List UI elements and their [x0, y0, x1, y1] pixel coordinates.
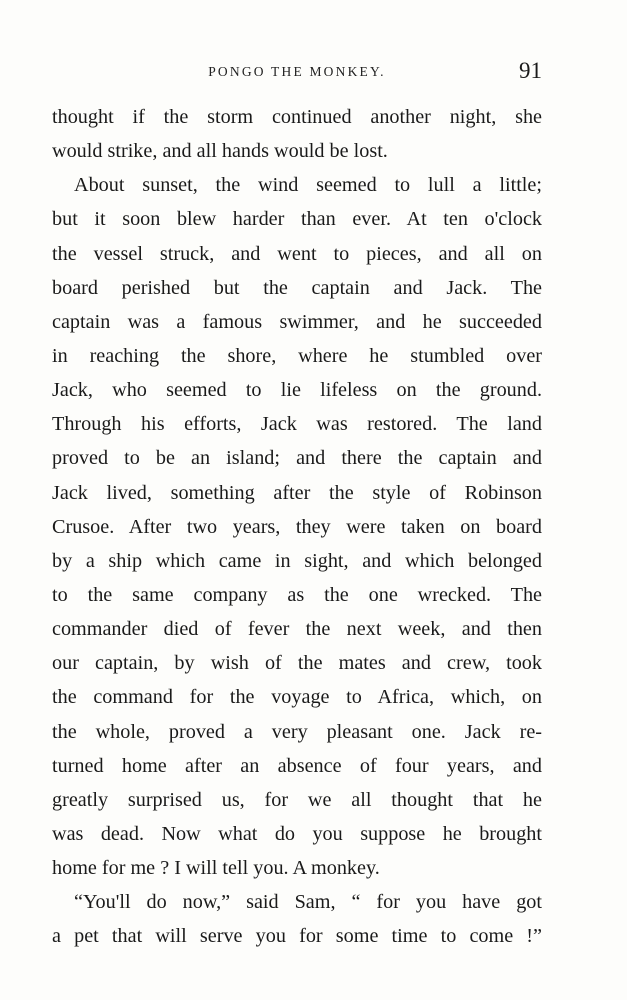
text-line: turned home after an absence of four years, and — [52, 754, 542, 777]
text-line: captain was a famous swimmer, and he succeeded — [52, 310, 542, 333]
text-line: the whole, proved a very pleasant one. Jack re- — [52, 720, 542, 743]
text-line: commander died of fever the next week, and then — [52, 618, 542, 641]
text-line: a pet that will serve you for some time to come !” — [52, 925, 542, 948]
text-line: thought if the storm continued another night, she — [52, 106, 542, 128]
text-line: but it soon blew harder than ever. At ten o'clock — [52, 208, 542, 231]
text-line: by a ship which came in sight, and which belonged — [52, 549, 542, 572]
running-title: PONGO THE MONKEY. — [208, 64, 386, 79]
text-line: the vessel struck, and went to pieces, and all on — [52, 242, 542, 265]
text-line: Jack lived, something after the style of Robinson — [52, 481, 542, 504]
text-line: “You'll do now,” said Sam, “ for you have got — [74, 891, 542, 914]
text-line: home for me ? I will tell you. A monkey. — [52, 857, 380, 880]
text-line: in reaching the shore, where he stumbled over — [52, 344, 542, 367]
text-line: our captain, by wish of the mates and crew, took — [52, 652, 542, 675]
text-line: Through his efforts, Jack was restored. The land — [52, 413, 542, 436]
text-line: greatly surprised us, for we all thought that he — [52, 788, 542, 811]
page-number: 91 — [519, 58, 542, 83]
text-line: board perished but the captain and Jack. The — [52, 276, 542, 299]
text-line: Crusoe. After two years, they were taken on board — [52, 515, 542, 538]
text-line: About sunset, the wind seemed to lull a little; — [74, 174, 542, 197]
text-line: would strike, and all hands would be lost. — [52, 140, 388, 163]
text-line: was dead. Now what do you suppose he brought — [52, 822, 542, 845]
text-line: to the same company as the one wrecked. The — [52, 583, 542, 606]
text-line: proved to be an island; and there the captain and — [52, 447, 542, 470]
running-head — [52, 58, 542, 88]
text-line: the command for the voyage to Africa, which, on — [52, 686, 542, 709]
body-text — [52, 100, 542, 954]
text-line: Jack, who seemed to lie lifeless on the ground. — [52, 379, 542, 402]
